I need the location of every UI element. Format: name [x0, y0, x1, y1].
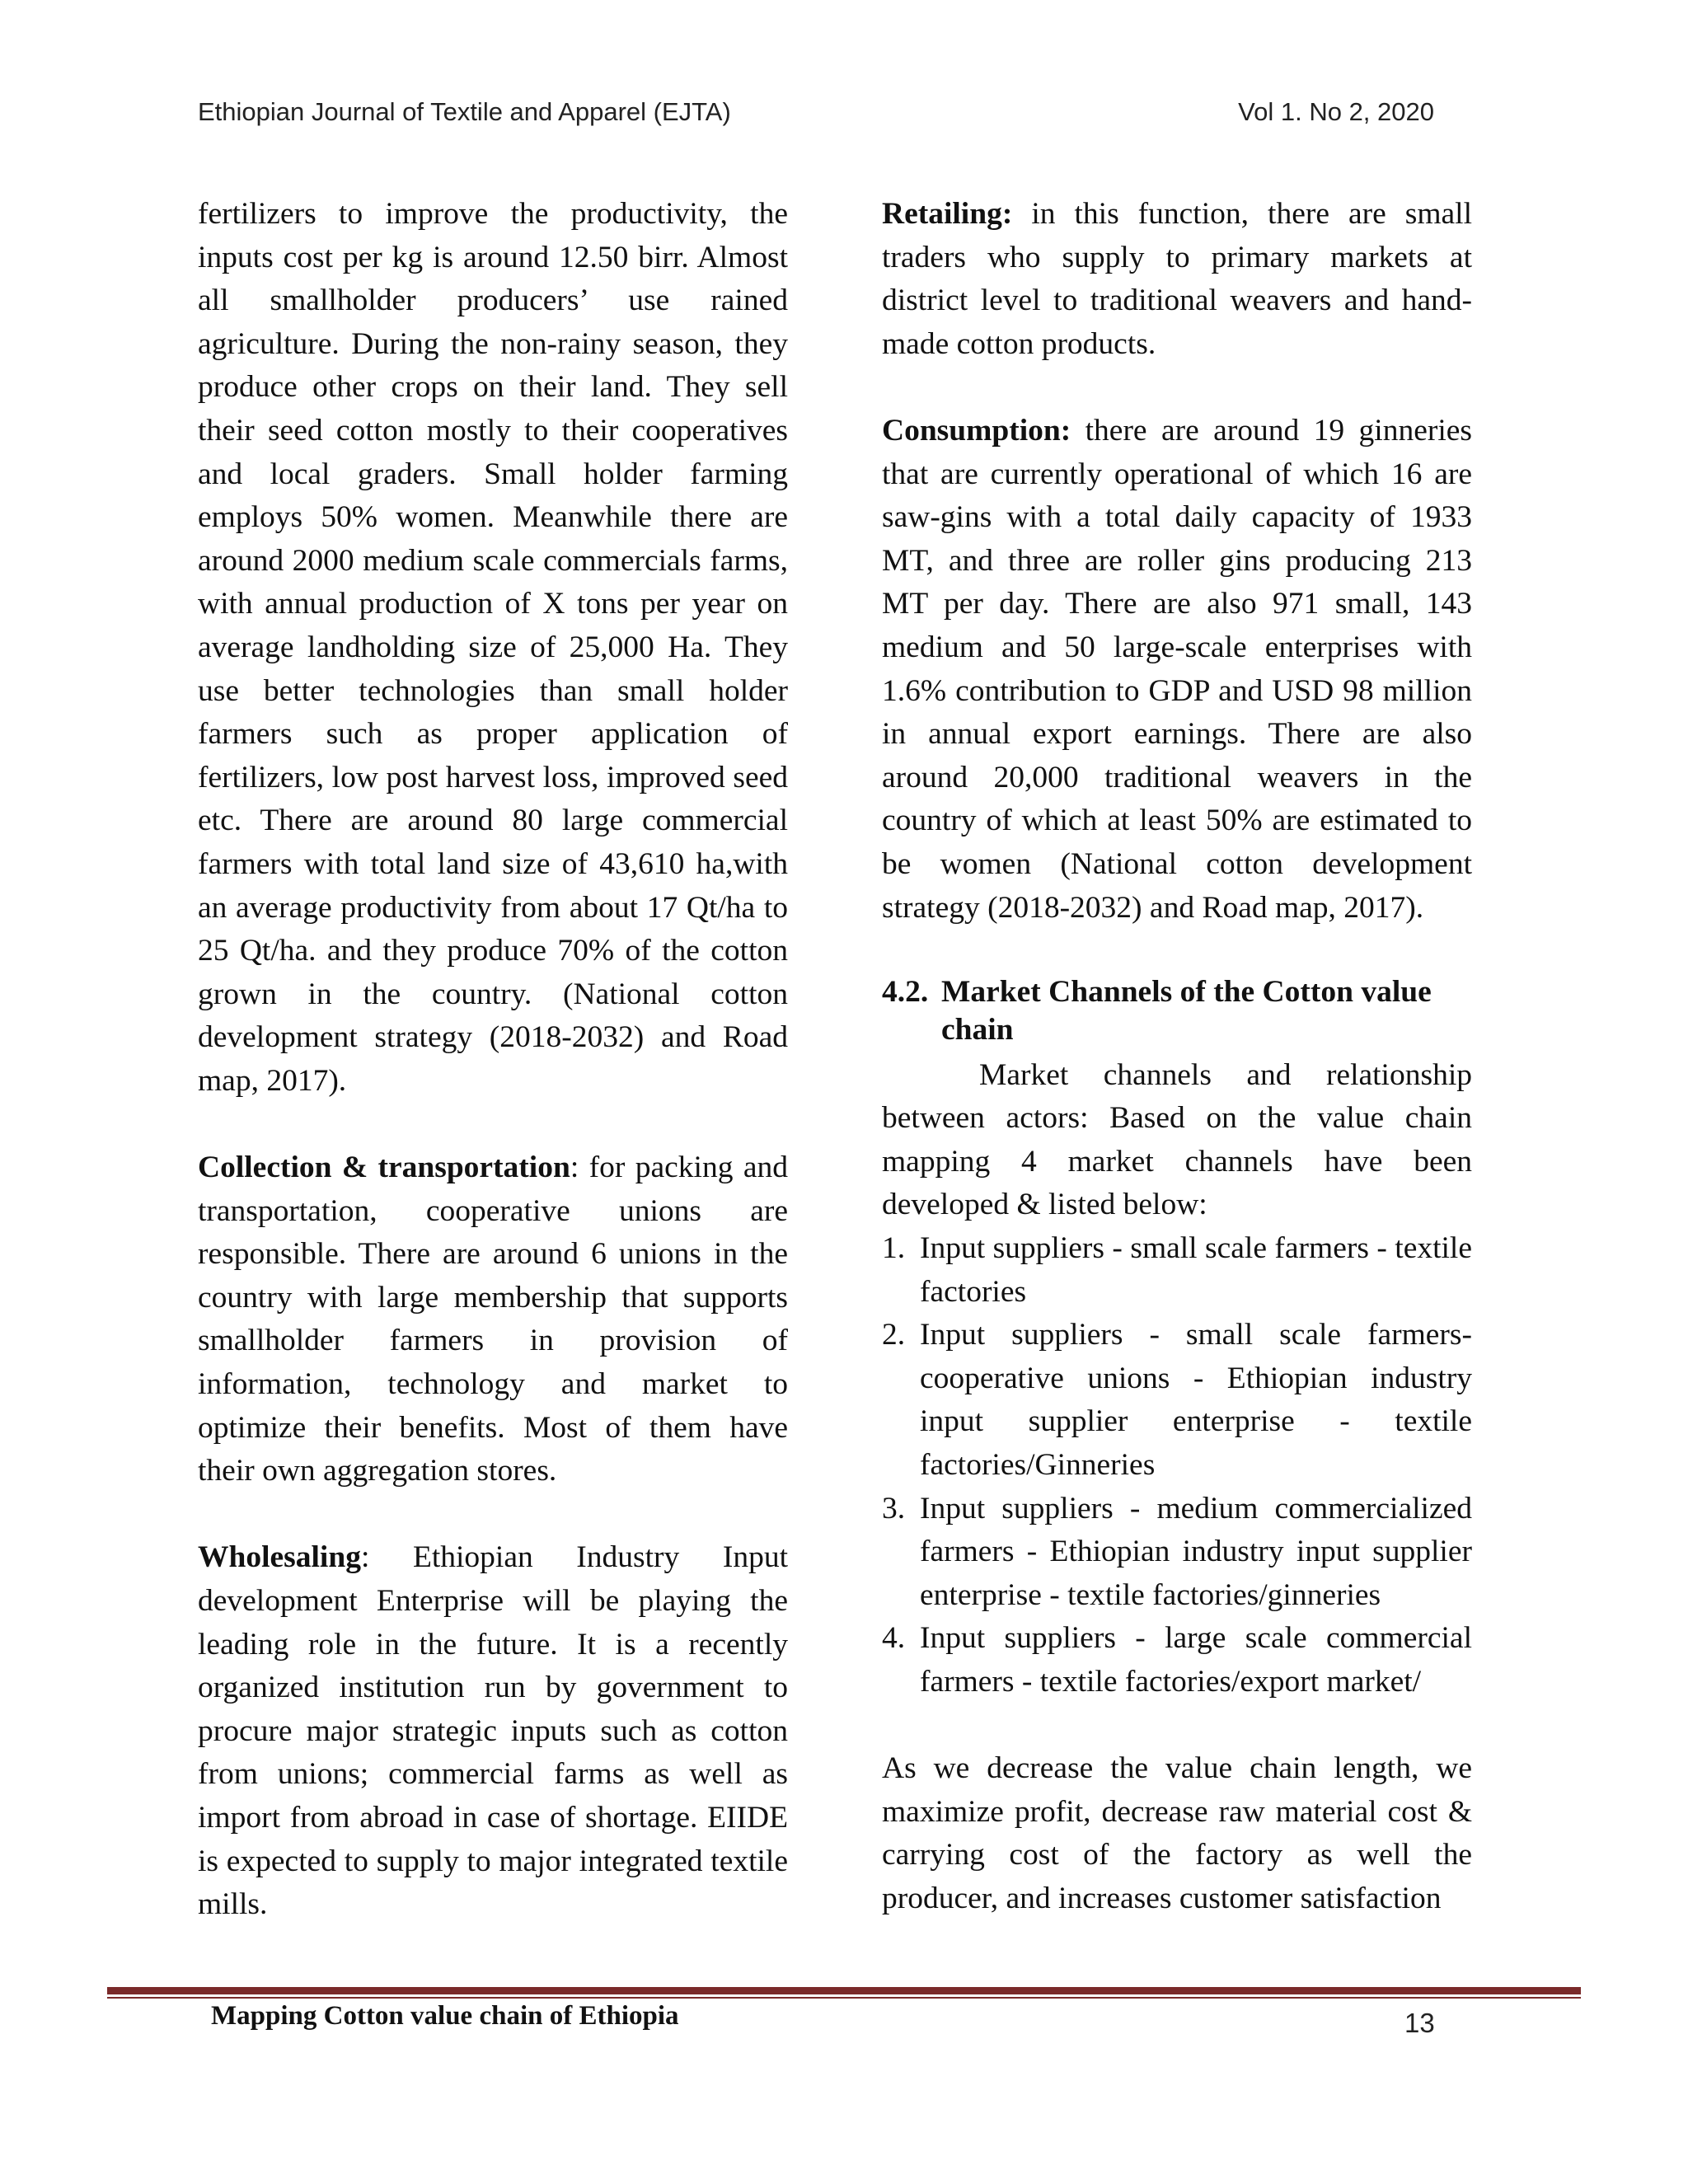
list-number: 4.	[882, 1621, 906, 1656]
running-header	[198, 97, 1434, 138]
market-intro-paragraph: Market channels and relationship between actors: Based on the value chain mapping 4 market channels have been developed & listed below:	[882, 1057, 1472, 1222]
market-channel-list	[882, 1227, 1472, 1704]
list-number: 1.	[882, 1231, 906, 1266]
page-number: 13	[1404, 2008, 1435, 2038]
list-item	[882, 1314, 1472, 1487]
wholesaling-text: : Ethiopian Industry Input development Enterprise will be playing the leading role in the future. It is a recently organized institution run by government to procure major strategic inputs such as cotton from unions; commercial farms as well as import from abroad in case of shortage. EIIDE is expected to supply to major integrated textile mills.	[198, 1540, 788, 1922]
collection-term: Collection & transportation	[198, 1151, 570, 1185]
wholesaling-paragraph	[198, 1536, 788, 1926]
list-item	[882, 1617, 1472, 1704]
list-item	[882, 1488, 1472, 1618]
list-text: Input suppliers - small scale farmers- cooperative unions - Ethiopian industry input supplier enterprise - textile factories/Ginneries	[920, 1318, 1472, 1483]
right-column	[882, 193, 1472, 1921]
wholesaling-term: Wholesaling	[198, 1540, 361, 1575]
list-text: Input suppliers - large scale commercial farmers - textile factories/export market/	[920, 1621, 1472, 1699]
retailing-term: Retailing:	[882, 197, 1013, 231]
list-text: Input suppliers - small scale farmers - textile factories	[920, 1231, 1472, 1309]
retailing-text: in this function, there are small traders who supply to primary markets at district level to traditional weavers and hand-made cotton products.	[882, 197, 1472, 361]
collection-paragraph	[198, 1146, 788, 1493]
footer-rule	[107, 1987, 1581, 1994]
consumption-text: there are around 19 ginneries that are currently operational of which 16 are saw-gins with a total daily capacity of 1933 MT, and three are roller gins producing 213 MT per day. There are also 971 small, 143 medium and 50 large-scale enterprises with 1.6% contribution to GDP and USD 98 million in annual export earnings. There are also around 20,000 traditional weavers in the country of which at least 50% are estimated to be women (National cotton development strategy (2018-2032) and Road map, 2017).	[882, 413, 1472, 925]
consumption-paragraph	[882, 410, 1472, 930]
retailing-paragraph	[882, 193, 1472, 366]
footer-title: Mapping Cotton value chain of Ethiopia	[211, 2001, 679, 2031]
consumption-term: Consumption:	[882, 413, 1071, 448]
footer-rule-thin	[107, 1997, 1581, 1999]
section-heading	[882, 973, 1472, 1049]
left-column	[198, 193, 788, 1927]
list-text: Input suppliers - medium commercialized farmers - Ethiopian industry input supplier enterprise - textile factories/ginneries	[920, 1491, 1472, 1612]
collection-text: : for packing and transportation, cooperative unions are responsible. There are around 6 unions in the country with large membership that supports smallholder farmers in provision of information, technology and market to optimize their benefits. Most of them have their own aggregation stores.	[198, 1151, 788, 1488]
intro-paragraph: fertilizers to improve the productivity, the inputs cost per kg is around 12.50 birr. Almost all smallholder producers’ use rained agriculture. During the non-rainy season, they produce other crops on their land. They sell their seed cotton mostly to their cooperatives and local graders. Small holder farming employs 50% women. Meanwhile there are around 2000 medium scale commercials farms, with annual production of X tons per year on average landholding size of 25,000 Ha. They use better technologies than small holder farmers such as proper application of fertilizers, low post harvest loss, improved seed etc. There are around 80 large commercial farmers with total land size of 43,610 ha,with an average productivity from about 17 Qt/ha to 25 Qt/ha. and they produce 70% of the cotton grown in the country. (National cotton development strategy (2018-2032) and Road map, 2017).	[198, 197, 788, 1098]
section-title: Market Channels of the Cotton value chain	[941, 974, 1432, 1047]
journal-title: Ethiopian Journal of Textile and Apparel (EJTA)	[198, 97, 731, 126]
closing-paragraph: As we decrease the value chain length, we maximize profit, decrease raw material cost & carrying cost of the factory as well the producer, and increases customer satisfaction	[882, 1751, 1472, 1915]
list-number: 2.	[882, 1318, 906, 1352]
list-number: 3.	[882, 1491, 906, 1526]
volume-issue: Vol 1. No 2, 2020	[1238, 97, 1434, 126]
list-item	[882, 1227, 1472, 1314]
section-number: 4.2.	[882, 974, 929, 1009]
